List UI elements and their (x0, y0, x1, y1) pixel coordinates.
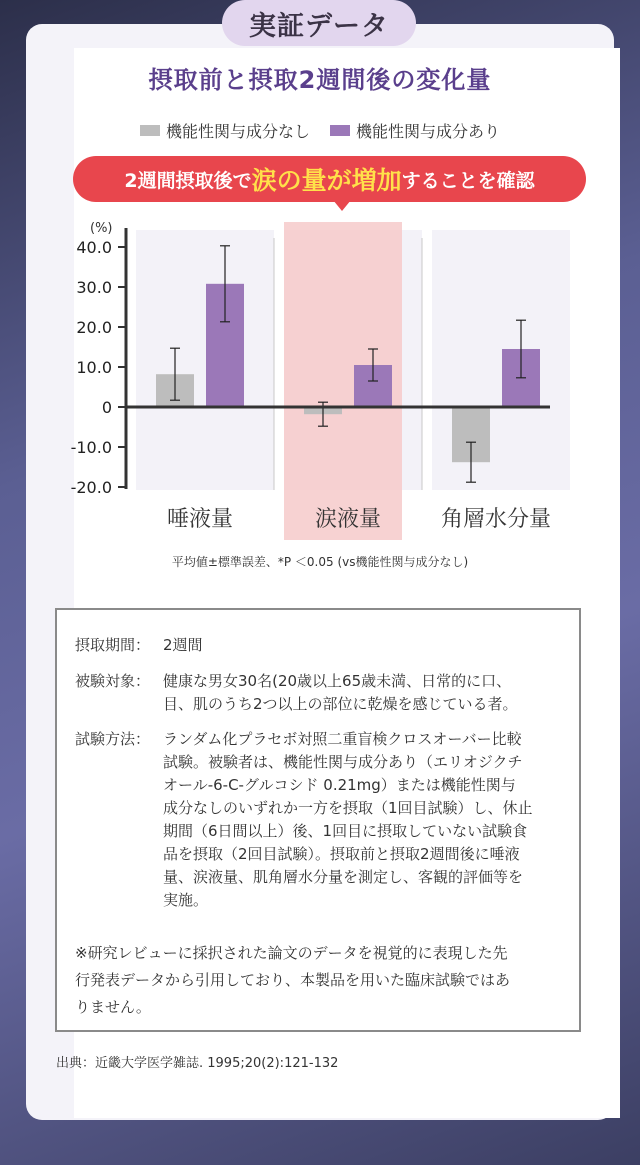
legend-item-active (330, 119, 500, 142)
y-tick-label: 10.0 (76, 358, 112, 377)
y-tick-label: 0 (101, 398, 112, 417)
bar-chart (0, 210, 640, 540)
callout-prefix: 2週間摂取後で (124, 169, 252, 192)
section-badge: 実証データ (222, 0, 416, 46)
y-tick-label: -10.0 (70, 438, 112, 457)
study-row-label: 摂取期間： (75, 636, 151, 654)
chart-note: 平均値±標準誤差、*P ＜0.05 (vs機能性関与成分なし) (171, 555, 469, 569)
y-tick-label: 30.0 (76, 278, 112, 297)
category-label: 涙液量 (314, 507, 382, 532)
legend-item-control (140, 119, 310, 142)
study-disclaimer: ※研究レビューに採択された論文のデータを視覚的に表現した先 行発表データから引用しており、本製品を用いた臨床試験ではあ りません。 (75, 944, 511, 1016)
study-row-label: 被験対象： (75, 672, 151, 690)
y-unit-label: (%) (90, 221, 113, 236)
category-panel (136, 230, 274, 490)
legend-label-control: 機能性関与成分なし (165, 121, 310, 141)
y-tick-label: -20.0 (70, 478, 112, 497)
chart-title: 摂取前と摂取2週間後の変化量 (148, 66, 492, 94)
study-row-value: 2週間 (163, 636, 203, 654)
study-row-label: 試験方法： (75, 730, 151, 748)
legend-swatch-active (330, 125, 350, 136)
callout-suffix: することを確認 (401, 169, 535, 192)
study-row-value: ランダム化プラセボ対照二重盲検クロスオーバー比較 試験。被験者は、機能性関与成分あり（エリオジクチ オール-6-C-グルコシド 0.21mg）または機能性関与 成分なしのいずれか一方を摂取（1回目試験）し、休止 期間（6日間以上）後、1回目に摂取していない試験食 品を摂取（2回目試験）。摂取前と摂取2週間後に唾液 量、涙液量、肌角層水分量を測定し、客観的評価等を 実施。 (163, 730, 533, 909)
category-label: 角層水分量 (440, 507, 552, 532)
callout-highlight: 涙の量が増加 (251, 166, 402, 195)
legend-label-active: 機能性関与成分あり (356, 121, 501, 141)
y-tick-label: 20.0 (76, 318, 112, 337)
source-citation: 出典：近畿大学医学雑誌. 1995;20(2):121-132 (56, 1056, 339, 1071)
y-tick-label: 40.0 (76, 238, 112, 257)
legend-swatch-control (140, 125, 160, 136)
chart-legend (0, 118, 640, 142)
category-label: 唾液量 (166, 507, 234, 532)
study-info-box (55, 608, 581, 1032)
result-callout (73, 156, 586, 202)
study-row-value: 健康な男女30名(20歳以上65歳未満、日常的に口、 目、肌のうち2つ以上の部位に乾燥を感じている者。 (163, 672, 518, 713)
